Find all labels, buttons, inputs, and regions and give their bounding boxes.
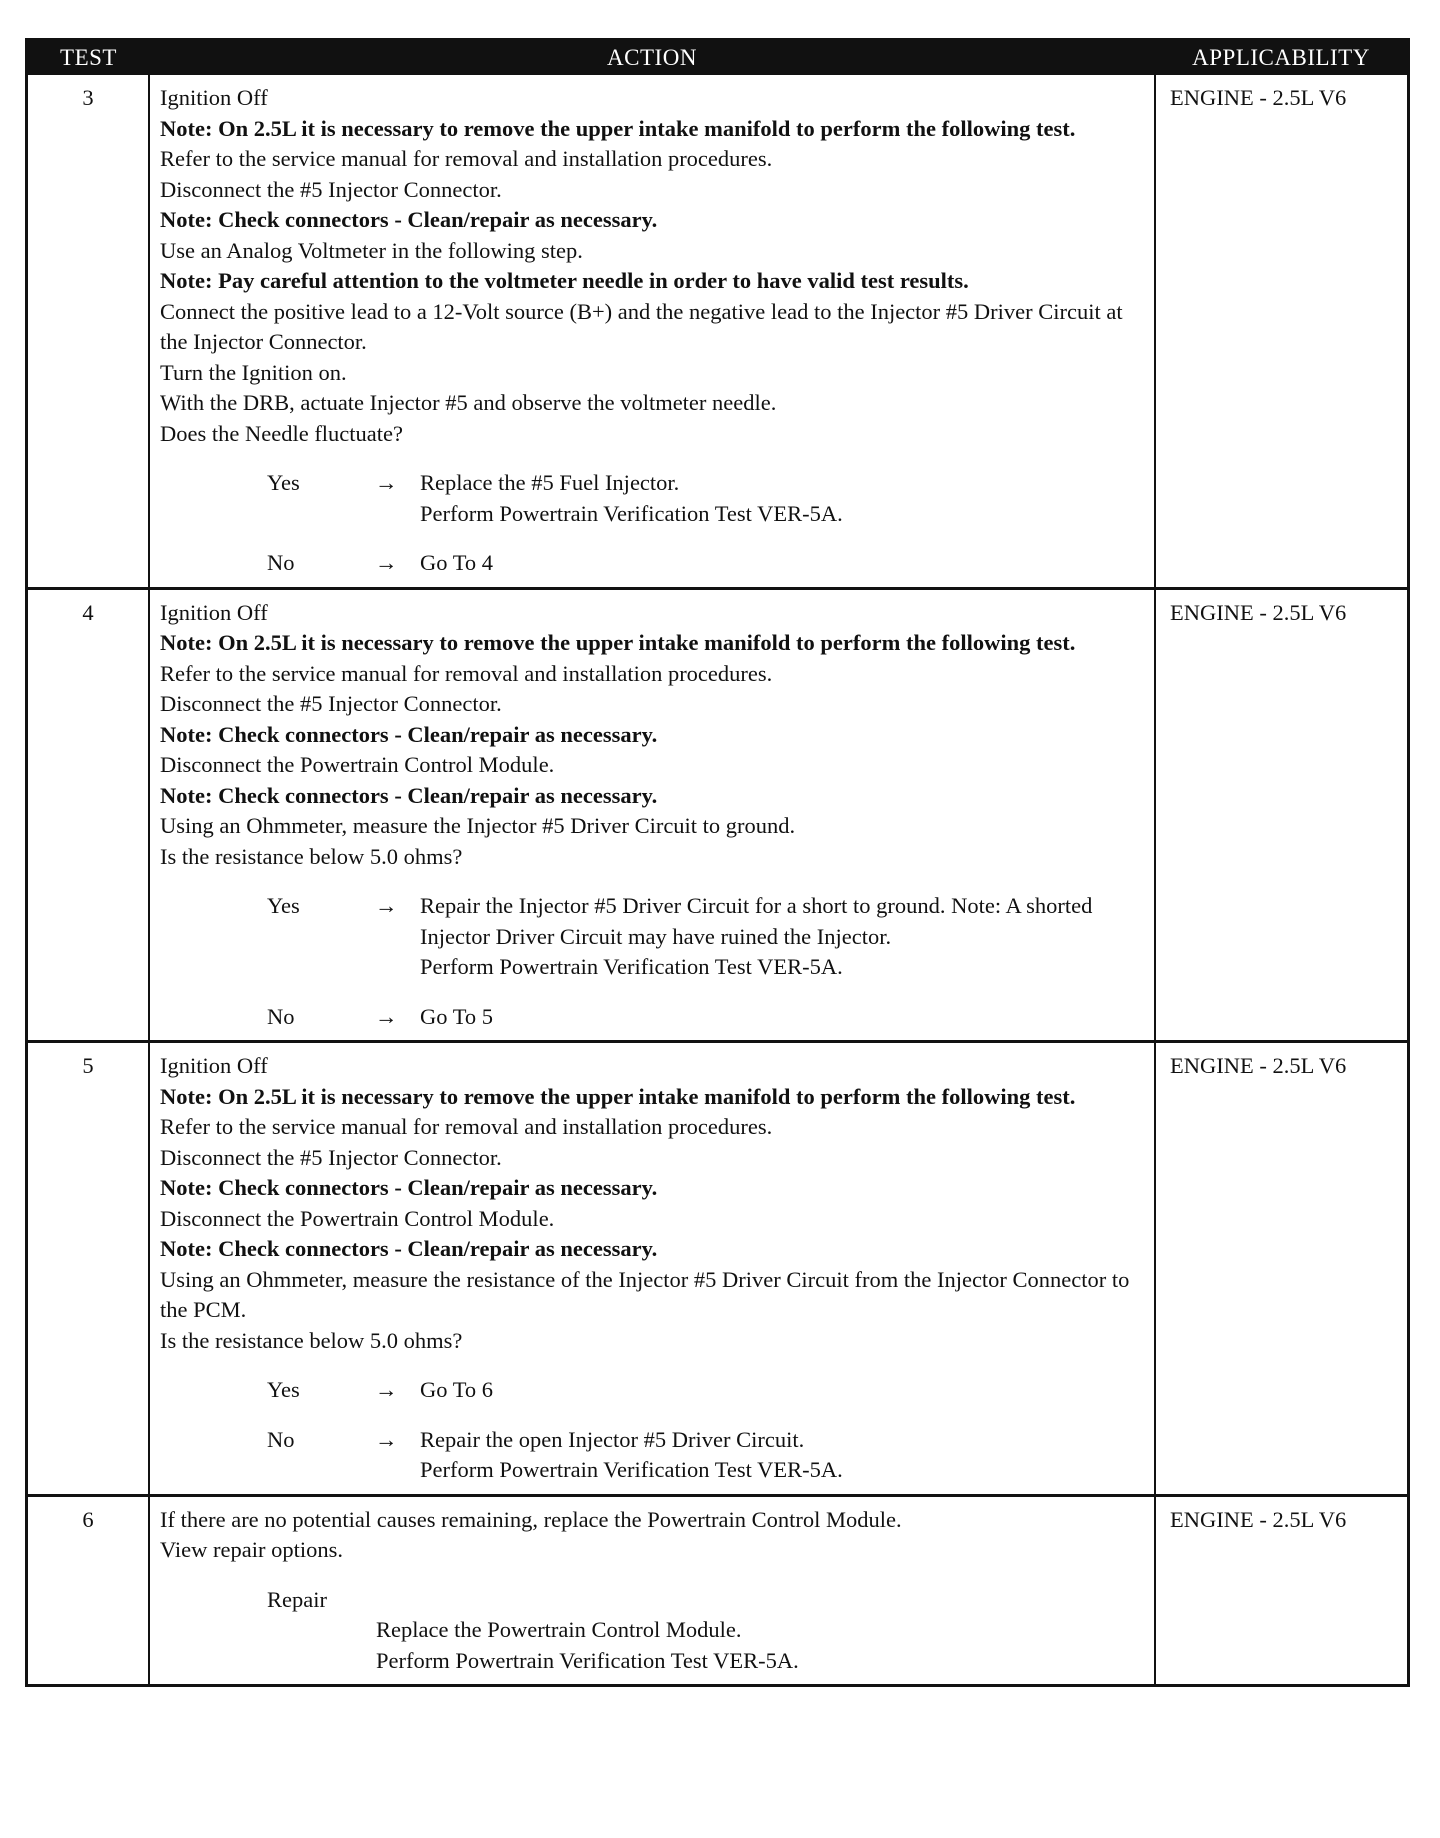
arrow-right-icon: → [375,1426,398,1452]
no-outcome-line: Perform Powertrain Verification Test VER-5A. [420,1457,843,1482]
applicability-cell: ENGINE - 2.5L V6 [1155,1042,1407,1496]
arrow-right-icon: → [375,1377,398,1402]
instruction-line: Disconnect the #5 Injector Connector. [160,176,502,202]
no-outcome-line: Go To 4 [420,550,494,575]
applicability-cell: ENGINE - 2.5L V6 [1155,75,1407,588]
test-row [28,588,1407,1042]
repair-options [160,1585,1146,1677]
yes-outcome-text [420,1375,1146,1406]
instruction-line: Is the resistance below 5.0 ohms? [160,1327,463,1353]
table-header-row [28,41,1407,75]
repair-step: Perform Powertrain Verification Test VER-5A. [376,1647,799,1673]
header-test: TEST [28,41,149,75]
arrow-right-icon: → [375,470,398,495]
no-outcome-label: No [267,1003,295,1029]
no-outcome-label: No [267,1426,295,1452]
no-outcome [160,1425,1146,1486]
yes-outcome-label: Yes [267,1377,300,1402]
yes-outcome-text [420,891,1146,983]
yes-outcome-line: Replace the #5 Fuel Injector. [420,470,680,495]
note-line: Note: Check connectors - Clean/repair as necessary. [160,721,658,747]
yes-outcome-text [420,468,1146,529]
yes-outcome-line: Repair the Injector #5 Driver Circuit for a short to ground. Note: A shorted Injector Driver Circuit may have ruined the Injector. [420,893,1093,949]
note-line: Note: Check connectors - Clean/repair as necessary. [160,1236,658,1261]
applicability-cell: ENGINE - 2.5L V6 [1170,1506,1347,1532]
instruction-line: View repair options. [160,1537,343,1562]
repair-step: Replace the Powertrain Control Module. [376,1617,742,1642]
instruction-line: Turn the Ignition on. [160,359,347,385]
instruction-line: Refer to the service manual for removal and installation procedures. [160,146,773,171]
no-outcome-label: No [267,550,295,575]
instruction-line: Disconnect the Powertrain Control Module. [160,1205,555,1231]
no-outcome [160,1002,1146,1033]
arrow-right-icon: → [375,1003,398,1029]
test-number: 5 [28,1042,149,1496]
test-row [28,1042,1407,1496]
action-cell [149,1042,1155,1496]
yes-outcome-label: Yes [267,893,300,918]
instruction-line: Ignition Off [160,85,268,110]
arrow-right-icon: → [375,893,398,918]
no-outcome-line: Go To 5 [420,1003,494,1029]
repair-label: Repair [267,1586,327,1612]
note-line: Note: Check connectors - Clean/repair as necessary. [160,1175,658,1200]
note-line: Note: Check connectors - Clean/repair as necessary. [160,207,658,232]
yes-outcome-line: Perform Powertrain Verification Test VER-5A. [420,954,843,979]
test-number: 3 [28,75,149,588]
instruction-line: Disconnect the #5 Injector Connector. [160,1144,502,1170]
instruction-line: Disconnect the #5 Injector Connector. [160,691,502,716]
no-outcome-text [420,1002,1146,1033]
instruction-line: Ignition Off [160,1053,268,1078]
instruction-line: Connect the positive lead to a 12-Volt source (B+) and the negative lead to the Injector #5 Driver Circuit at the Injector Connector. [160,298,1123,354]
header-applicability: APPLICABILITY [1155,41,1407,75]
yes-outcome [160,891,1146,983]
yes-outcome-line: Perform Powertrain Verification Test VER-5A. [420,500,843,526]
instruction-line: With the DRB, actuate Injector #5 and observe the voltmeter needle. [160,390,777,415]
instruction-line: If there are no potential causes remaining, replace the Powertrain Control Module. [160,1506,902,1532]
note-line: Note: On 2.5L it is necessary to remove the upper intake manifold to perform the following test. [160,115,1076,141]
instruction-line: Using an Ohmmeter, measure the Injector #5 Driver Circuit to ground. [160,813,796,838]
yes-outcome-line: Go To 6 [420,1377,494,1402]
no-outcome-line: Repair the open Injector #5 Driver Circuit. [420,1426,805,1452]
diagnostic-test-table [25,38,1410,1687]
no-outcome [160,548,1146,579]
note-line: Note: On 2.5L it is necessary to remove the upper intake manifold to perform the following test. [160,630,1076,655]
applicability-cell: ENGINE - 2.5L V6 [1155,588,1407,1042]
repair-steps [267,1615,1146,1676]
no-outcome-text [420,1425,1146,1486]
note-line: Note: On 2.5L it is necessary to remove the upper intake manifold to perform the following test. [160,1083,1076,1109]
test-number: 6 [28,1495,149,1684]
note-line: Note: Check connectors - Clean/repair as necessary. [160,782,658,808]
test-row [28,1495,1407,1684]
note-line: Note: Pay careful attention to the voltmeter needle in order to have valid test results. [160,268,969,293]
no-outcome-text [420,548,1146,579]
instruction-line: Is the resistance below 5.0 ohms? [160,843,463,869]
instruction-line: Ignition Off [160,599,268,625]
action-cell [149,75,1155,588]
header-action: ACTION [149,41,1155,75]
instruction-line: Using an Ohmmeter, measure the resistance of the Injector #5 Driver Circuit from the Injector Connector to the PCM. [160,1266,1130,1322]
instruction-line: Does the Needle fluctuate? [160,420,404,446]
instruction-line: Refer to the service manual for removal and installation procedures. [160,660,773,686]
action-cell [149,1495,1155,1684]
instruction-line: Disconnect the Powertrain Control Module. [160,752,555,777]
yes-outcome [160,468,1146,529]
instruction-line: Use an Analog Voltmeter in the following step. [160,237,583,263]
action-cell [149,588,1155,1042]
test-row [28,75,1407,588]
yes-outcome-label: Yes [267,470,300,495]
instruction-line: Refer to the service manual for removal and installation procedures. [160,1114,773,1139]
yes-outcome [160,1375,1146,1406]
test-number: 4 [28,588,149,1042]
arrow-right-icon: → [375,550,398,575]
